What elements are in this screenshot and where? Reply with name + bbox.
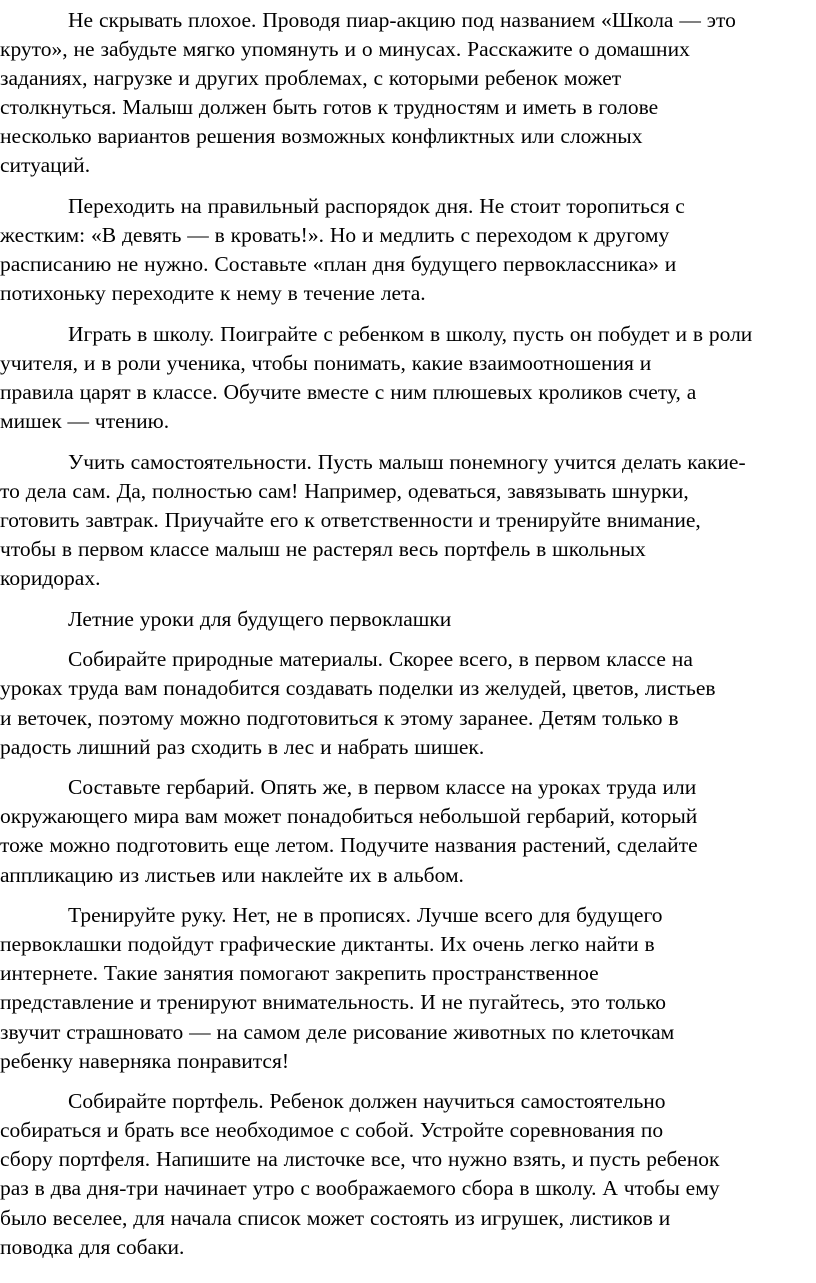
text-line: звучит страшновато — на самом деле рисование животных по клеточкам <box>0 1019 675 1044</box>
text-line: заданиях, нагрузке и других проблемах, с которыми ребенок может <box>0 66 622 91</box>
text-line: и веточек, поэтому можно подготовиться к этому заранее. Детям только в <box>0 705 679 730</box>
text-line: сбору портфеля. Напишите на листочке все, что нужно взять, и пусть ребенок <box>0 1147 720 1172</box>
text-line: несколько вариантов решения возможных конфликтных или сложных <box>0 124 643 149</box>
text-line: Не скрывать плохое. Проводя пиар-акцию под названием «Школа — это <box>68 8 736 32</box>
text-line: представление и тренируют внимательность. И не пугайтесь, это только <box>0 990 666 1015</box>
text-line: радость лишний раз сходить в лес и набрать шишек. <box>0 734 485 759</box>
text-line: жестким: «В девять — в кровать!». Но и медлить с переходом к другому <box>0 223 670 248</box>
text-line: потихоньку переходите к нему в течение лета. <box>0 281 426 306</box>
text-line: интернете. Такие занятия помогают закрепить пространственное <box>0 961 599 986</box>
paragraph-herbarium <box>0 773 816 889</box>
text-line: то дела сам. Да, полностью сам! Например, одеваться, завязывать шнурки, <box>0 478 689 503</box>
text-line: аппликацию из листьев или наклейте их в альбом. <box>0 862 464 887</box>
text-line: окружающего мира вам может понадобиться небольшой гербарий, который <box>0 804 698 829</box>
text-line: Летние уроки для будущего первоклашки <box>68 606 452 631</box>
text-line: Играть в школу. Поиграйте с ребенком в школу, пусть он побудет и в роли <box>68 321 753 346</box>
text-line: раз в два дня-три начинает утро с воображаемого сбора в школу. А чтобы ему <box>0 1176 720 1201</box>
text-line: собираться и брать все необходимое с собой. Устройте соревнования по <box>0 1118 664 1143</box>
text-line: поводка для собаки. <box>0 1234 185 1259</box>
text-line: мишек — чтению. <box>0 409 170 434</box>
text-line: Тренируйте руку. Нет, не в прописях. Лучше всего для будущего <box>68 903 663 928</box>
text-line: ребенку наверняка понравится! <box>0 1048 290 1073</box>
paragraph-train-hand <box>0 901 816 1076</box>
paragraph-schoolbag <box>0 1087 816 1262</box>
paragraph-play-school <box>0 320 816 436</box>
text-line: тоже можно подготовить еще летом. Подучите названия растений, сделайте <box>0 833 698 858</box>
paragraph-daily-routine <box>0 192 816 308</box>
paragraph-independence <box>0 448 816 593</box>
text-line: круто», не забудьте мягко упомянуть и о минусах. Расскажите о домашних <box>0 37 690 62</box>
text-line: было веселее, для начала список может состоять из игрушек, листиков и <box>0 1205 671 1230</box>
text-line: готовить завтрак. Приучайте его к ответственности и тренируйте внимание, <box>0 508 701 532</box>
text-line: чтобы в первом классе малыш не растерял весь портфель в школьных <box>0 537 646 562</box>
text-line: Составьте гербарий. Опять же, в первом классе на уроках труда или <box>68 775 697 800</box>
text-line: коридорах. <box>0 566 101 591</box>
text-line: правила царят в классе. Обучите вместе с ним плюшевых кроликов счету, а <box>0 380 697 405</box>
text-line: учителя, и в роли ученика, чтобы понимать, какие взаимоотношения и <box>0 351 652 376</box>
text-line: Переходить на правильный распорядок дня. Не стоит торопиться с <box>68 194 685 219</box>
text-line: Учить самостоятельности. Пусть малыш понемногу учится делать какие- <box>68 449 746 474</box>
text-line: Собирайте природные материалы. Скорее всего, в первом классе на <box>68 647 693 672</box>
paragraph-natural-materials <box>0 645 816 761</box>
text-line: ситуаций. <box>0 153 91 178</box>
paragraph-hide-bad <box>0 6 816 181</box>
section-heading-summer-lessons <box>0 605 816 634</box>
text-line: первоклашки подойдут графические диктанты. Их очень легко найти в <box>0 932 655 957</box>
text-line: столкнуться. Малыш должен быть готов к трудностям и иметь в голове <box>0 95 659 120</box>
text-line: уроках труда вам понадобится создавать поделки из желудей, цветов, листьев <box>0 676 716 701</box>
text-line: Собирайте портфель. Ребенок должен научиться самостоятельно <box>68 1089 666 1114</box>
text-line: расписанию не нужно. Составьте «план дня будущего первоклассника» и <box>0 252 677 277</box>
